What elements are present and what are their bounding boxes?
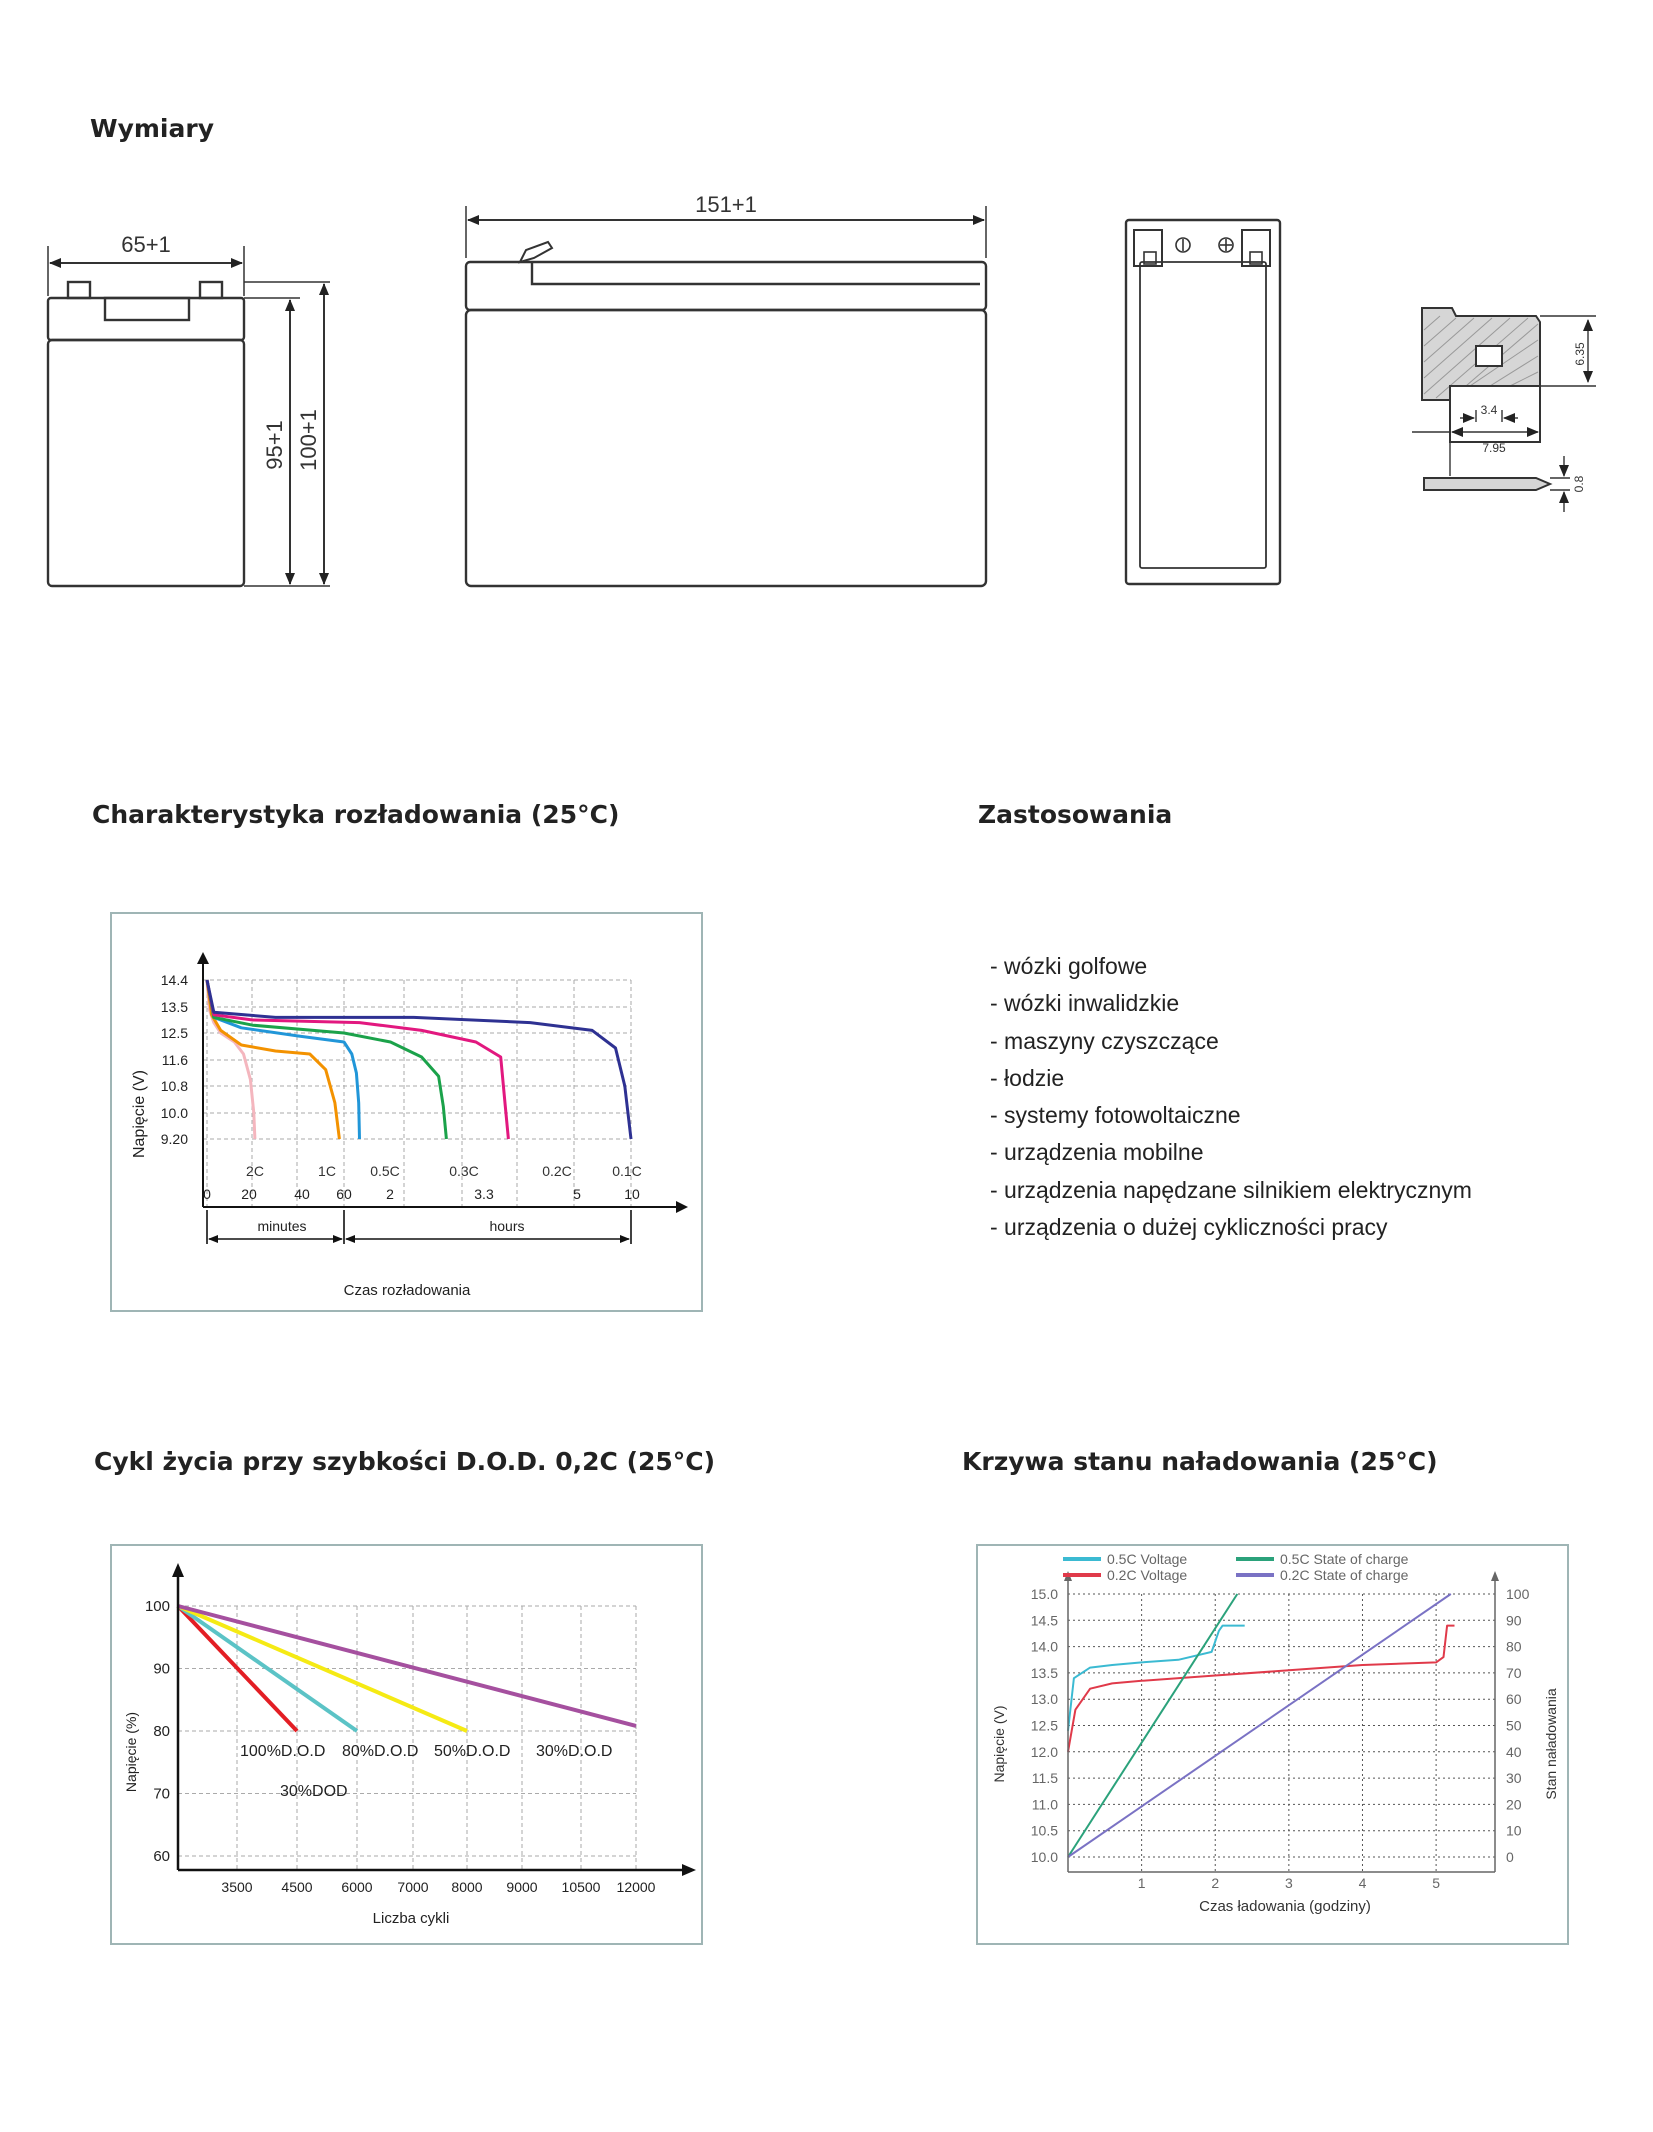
list-item: - urządzenia mobilne — [990, 1139, 1204, 1166]
rate-label: 0.5C — [370, 1163, 400, 1179]
y-tick-label: 80 — [153, 1723, 170, 1740]
rate-label: 0.1C — [612, 1163, 642, 1179]
y-tick-label: 10.0 — [160, 1105, 188, 1121]
front-view — [48, 246, 330, 586]
series-line — [1068, 1626, 1455, 1752]
discharge-y-ticks — [161, 972, 188, 1147]
y-tick-label: 11.6 — [161, 1052, 188, 1068]
terminal-hole-label: 3.4 — [1480, 403, 1498, 417]
x-tick-label: 2 — [386, 1186, 394, 1202]
charge-curve-y2-label: Stan naładowania — [1543, 1688, 1559, 1800]
x-tick-label: 4500 — [281, 1879, 313, 1895]
y2-tick-label: 30 — [1506, 1770, 1522, 1787]
container-height-label: 95+1 — [262, 420, 287, 470]
y-tick-label: 13.5 — [160, 999, 188, 1015]
cycle-life-annotation-80: 80%D.O.D — [342, 1743, 419, 1760]
discharge-x-ticks — [203, 1186, 640, 1202]
cycle-life-chart — [110, 1544, 703, 1945]
discharge-chart-svg — [112, 914, 705, 1314]
applications-heading: Zastosowania — [978, 800, 1173, 829]
list-item: - maszyny czyszczące — [990, 1027, 1219, 1054]
x-tick-label: 5 — [573, 1186, 581, 1202]
y2-tick-label: 0 — [1506, 1849, 1514, 1865]
legend-label: 0.5C Voltage — [1107, 1551, 1188, 1567]
charge-curve-lines — [1068, 1594, 1455, 1857]
y-tick-label: 14.0 — [1030, 1638, 1058, 1655]
rate-label: 0.3C — [449, 1163, 479, 1179]
list-item: - wózki golfowe — [990, 953, 1148, 979]
discharge-x-label: Czas rozładowania — [343, 1282, 471, 1299]
y-tick-label: 11.5 — [1031, 1770, 1058, 1787]
x-tick-label: 2 — [1211, 1875, 1220, 1891]
y-tick-label: 11.0 — [1031, 1796, 1058, 1813]
series-line — [207, 980, 446, 1139]
y-tick-label: 14.5 — [1030, 1612, 1058, 1629]
discharge-y-label: Napięcie (V) — [131, 1069, 148, 1159]
x-tick-label: 1 — [1137, 1875, 1146, 1891]
y2-tick-label: 70 — [1506, 1664, 1522, 1681]
cycle-life-annotation-50: 50%D.O.D — [434, 1743, 511, 1760]
list-item: - wózki inwalidzkie — [990, 990, 1180, 1017]
cycle-life-y-label: Napięcie (%) — [123, 1711, 139, 1793]
cycle-life-annotation-100: 100%D.O.D — [240, 1743, 326, 1760]
y2-tick-label: 80 — [1506, 1638, 1522, 1655]
discharge-rate-labels — [246, 1163, 642, 1179]
cycle-life-annotation-30: 30%D.O.D — [536, 1743, 613, 1760]
x-tick-label: 6000 — [341, 1879, 373, 1895]
side-view — [466, 206, 986, 586]
x-tick-label: 12000 — [616, 1879, 656, 1895]
y-tick-label: 10.0 — [1030, 1849, 1058, 1865]
y-tick-label: 100 — [144, 1598, 170, 1615]
cycle-life-x-ticks — [221, 1879, 655, 1895]
x-tick-label: 10 — [624, 1186, 640, 1202]
x-tick-label: 4 — [1358, 1875, 1367, 1891]
x-tick-label: 9000 — [506, 1879, 538, 1895]
charge-curve-legend — [1063, 1551, 1409, 1583]
charge-curve-chart-svg — [978, 1546, 1571, 1947]
list-item: - urządzenia o dużej cykliczności pracy — [990, 1214, 1388, 1241]
y-tick-label: 15.0 — [1030, 1586, 1058, 1602]
y2-tick-label: 10 — [1506, 1822, 1522, 1839]
charge-curve-y2-ticks — [1506, 1586, 1530, 1865]
dimension-drawings — [0, 180, 1653, 820]
y2-tick-label: 100 — [1506, 1586, 1530, 1602]
y-tick-label: 12.5 — [1030, 1717, 1058, 1734]
cycle-life-chart-svg — [112, 1546, 705, 1947]
dimensions-heading: Wymiary — [90, 114, 214, 143]
cycle-life-x-label: Liczba cykli — [372, 1910, 450, 1927]
x-tick-label: 8000 — [451, 1879, 483, 1895]
cycle-life-lines — [178, 1606, 636, 1731]
x-tick-label: 40 — [294, 1186, 310, 1202]
charge-curve-heading: Krzywa stanu naładowania (25°C) — [962, 1447, 1438, 1476]
cycle-life-grid — [178, 1606, 636, 1870]
x-tick-label: 7000 — [397, 1879, 429, 1895]
x-tick-label: 60 — [336, 1186, 352, 1202]
cycle-life-annotation-30-dod: 30%DOD — [280, 1783, 348, 1800]
y-tick-label: 90 — [153, 1660, 170, 1678]
discharge-group-hours: hours — [489, 1218, 525, 1234]
top-view — [1126, 220, 1280, 584]
x-tick-label: 0 — [203, 1186, 211, 1202]
list-item: - łodzie — [990, 1064, 1065, 1091]
list-item: - systemy fotowoltaiczne — [990, 1102, 1241, 1129]
legend-label: 0.5C State of charge — [1280, 1551, 1409, 1567]
applications-list — [990, 948, 1472, 1246]
series-line — [1068, 1626, 1245, 1731]
total-height-label: 100+1 — [296, 409, 321, 471]
rate-label: 1C — [318, 1163, 336, 1179]
x-tick-label: 5 — [1432, 1875, 1441, 1891]
discharge-group-minutes: minutes — [257, 1218, 307, 1234]
cycle-life-heading: Cykl życia przy szybkości D.O.D. 0,2C (25°C) — [94, 1447, 716, 1476]
y2-tick-label: 90 — [1506, 1612, 1522, 1629]
terminal-height-label: 6.35 — [1573, 342, 1587, 366]
x-tick-label: 3.3 — [474, 1186, 494, 1202]
list-item: - urządzenia napędzane silnikiem elektrycznym — [990, 1176, 1472, 1203]
length-label: 151+1 — [695, 192, 757, 217]
y2-tick-label: 50 — [1506, 1717, 1522, 1734]
terminal-detail — [1412, 308, 1596, 512]
y2-tick-label: 20 — [1506, 1796, 1522, 1813]
series-line — [178, 1606, 636, 1726]
charge-curve-x-label: Czas ładowania (godziny) — [1199, 1898, 1371, 1915]
charge-curve-x-ticks — [1138, 1875, 1440, 1891]
y-tick-label: 14.4 — [160, 972, 188, 988]
discharge-heading: Charakterystyka rozładowania (25°C) — [92, 800, 620, 829]
cycle-life-y-ticks — [145, 1598, 170, 1865]
y2-tick-label: 60 — [1506, 1691, 1522, 1708]
x-tick-label: 3 — [1284, 1875, 1293, 1891]
legend-label: 0.2C State of charge — [1280, 1567, 1409, 1583]
legend-label: 0.2C Voltage — [1107, 1567, 1188, 1583]
charge-curve-grid — [1068, 1594, 1495, 1872]
x-tick-label: 3500 — [221, 1879, 253, 1895]
rate-label: 2C — [246, 1163, 264, 1179]
discharge-chart — [110, 912, 703, 1312]
charge-curve-y-ticks — [1031, 1586, 1058, 1865]
series-line — [178, 1606, 357, 1731]
y-tick-label: 12.5 — [160, 1025, 188, 1041]
charge-curve-chart — [976, 1544, 1569, 1945]
y-tick-label: 70 — [153, 1785, 170, 1803]
x-tick-label: 10500 — [561, 1879, 601, 1895]
y-tick-label: 10.5 — [1030, 1822, 1058, 1839]
charge-curve-y-label: Napięcie (V) — [991, 1705, 1007, 1783]
y-tick-label: 13.5 — [1030, 1664, 1058, 1681]
width-label: 65+1 — [121, 232, 171, 257]
x-tick-label: 20 — [241, 1186, 257, 1202]
y-tick-label: 60 — [153, 1848, 170, 1865]
terminal-width-label: 7.95 — [1482, 441, 1506, 455]
rate-label: 0.2C — [542, 1163, 572, 1179]
y2-tick-label: 40 — [1506, 1743, 1522, 1760]
y-tick-label: 9.20 — [160, 1131, 188, 1147]
terminal-thickness-label: 0.8 — [1572, 475, 1586, 493]
y-tick-label: 12.0 — [1030, 1743, 1058, 1760]
y-tick-label: 10.8 — [160, 1078, 188, 1094]
y-tick-label: 13.0 — [1030, 1691, 1058, 1708]
